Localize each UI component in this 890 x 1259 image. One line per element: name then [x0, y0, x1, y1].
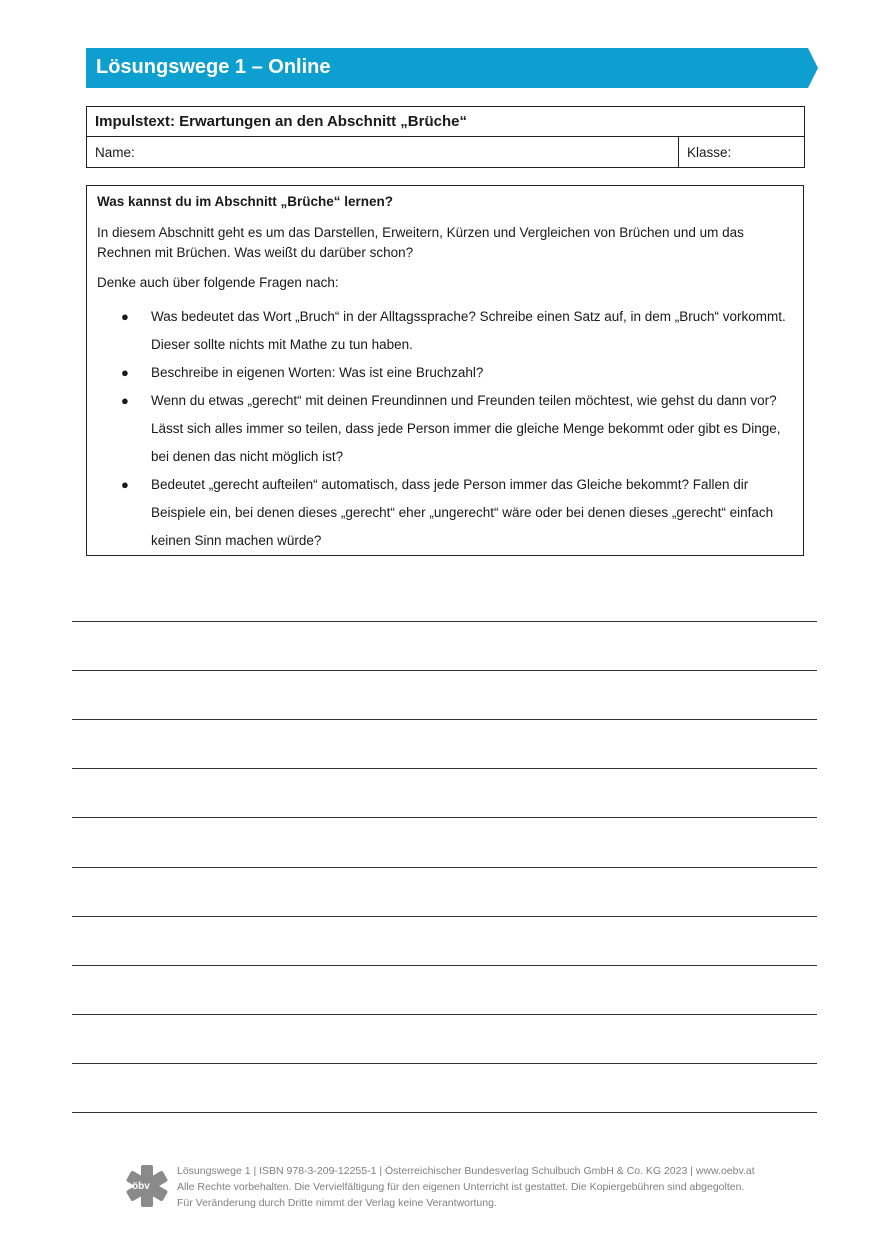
question-item — [121, 359, 793, 387]
name-field[interactable]: Name: — [87, 137, 679, 167]
writing-line[interactable] — [72, 916, 817, 917]
task-intro: In diesem Abschnitt geht es um das Darstellen, Erweitern, Kürzen und Vergleichen von Brüchen und um das Rechnen mit Brüchen. Was weißt du darüber schon? — [97, 225, 744, 260]
bullet-icon: ● — [121, 477, 129, 492]
writing-line[interactable] — [72, 670, 817, 671]
bullet-icon: ● — [121, 309, 129, 324]
footer — [124, 1163, 784, 1213]
writing-line[interactable] — [72, 719, 817, 720]
writing-line[interactable] — [72, 621, 817, 622]
task-prompt: Denke auch über folgende Fragen nach: — [97, 275, 339, 290]
bullet-icon: ● — [121, 393, 129, 408]
footer-line: Alle Rechte vorbehalten. Die Vervielfältigung für den eigenen Unterricht ist gestattet. Die Kopiergebühren sind abgegolten. — [177, 1181, 745, 1193]
worksheet-header-table — [86, 106, 805, 168]
worksheet-title: Impulstext: Erwartungen an den Abschnitt „Brüche“ — [87, 107, 804, 137]
writing-line[interactable] — [72, 1014, 817, 1015]
footer-line: Für Veränderung durch Dritte nimmt der Verlag keine Verantwortung. — [177, 1197, 497, 1209]
task-box — [86, 185, 804, 556]
writing-line[interactable] — [72, 1112, 817, 1113]
footer-text — [177, 1163, 755, 1211]
question-item — [121, 387, 793, 471]
logo-text: öbv — [132, 1181, 150, 1192]
question-text: Bedeutet „gerecht aufteilen“ automatisch, dass jede Person immer das Gleiche bekommt? Fallen dir Beispiele ein, bei denen dieses „gerecht“ eher „ungerecht“ wäre oder bei denen dieses „gerecht“ einfach keinen Sinn machen würde? — [151, 477, 774, 548]
header-banner — [86, 48, 818, 88]
klasse-field[interactable]: Klasse: — [687, 145, 732, 160]
question-item — [121, 303, 793, 359]
question-text: Beschreibe in eigenen Worten: Was ist eine Bruchzahl? — [151, 365, 484, 380]
task-heading: Was kannst du im Abschnitt „Brüche“ lernen? — [97, 194, 394, 209]
question-text: Was bedeutet das Wort „Bruch“ in der Alltagssprache? Schreibe einen Satz auf, in dem „Bruch“ vorkommt. Dieser sollte nichts mit Mathe zu tun haben. — [151, 309, 786, 352]
question-text: Wenn du etwas „gerecht“ mit deinen Freundinnen und Freunden teilen möchtest, wie gehst du dann vor? Lässt sich alles immer so teilen, dass jede Person immer die gleiche Menge bekommt oder gibt es Dinge, bei denen das nicht möglich ist? — [151, 393, 781, 464]
bullet-icon: ● — [121, 365, 129, 380]
question-item — [121, 471, 793, 555]
writing-line[interactable] — [72, 867, 817, 868]
writing-line[interactable] — [72, 965, 817, 966]
writing-line[interactable] — [72, 768, 817, 769]
writing-line[interactable] — [72, 1063, 817, 1064]
question-list — [97, 303, 793, 555]
banner-title: Lösungswege 1 – Online — [96, 56, 331, 78]
writing-line[interactable] — [72, 817, 817, 818]
footer-line: Lösungswege 1 | ISBN 978-3-209-12255-1 | Österreichischer Bundesverlag Schulbuch GmbH & Co. KG 2023 | www.oebv.at — [177, 1165, 755, 1177]
